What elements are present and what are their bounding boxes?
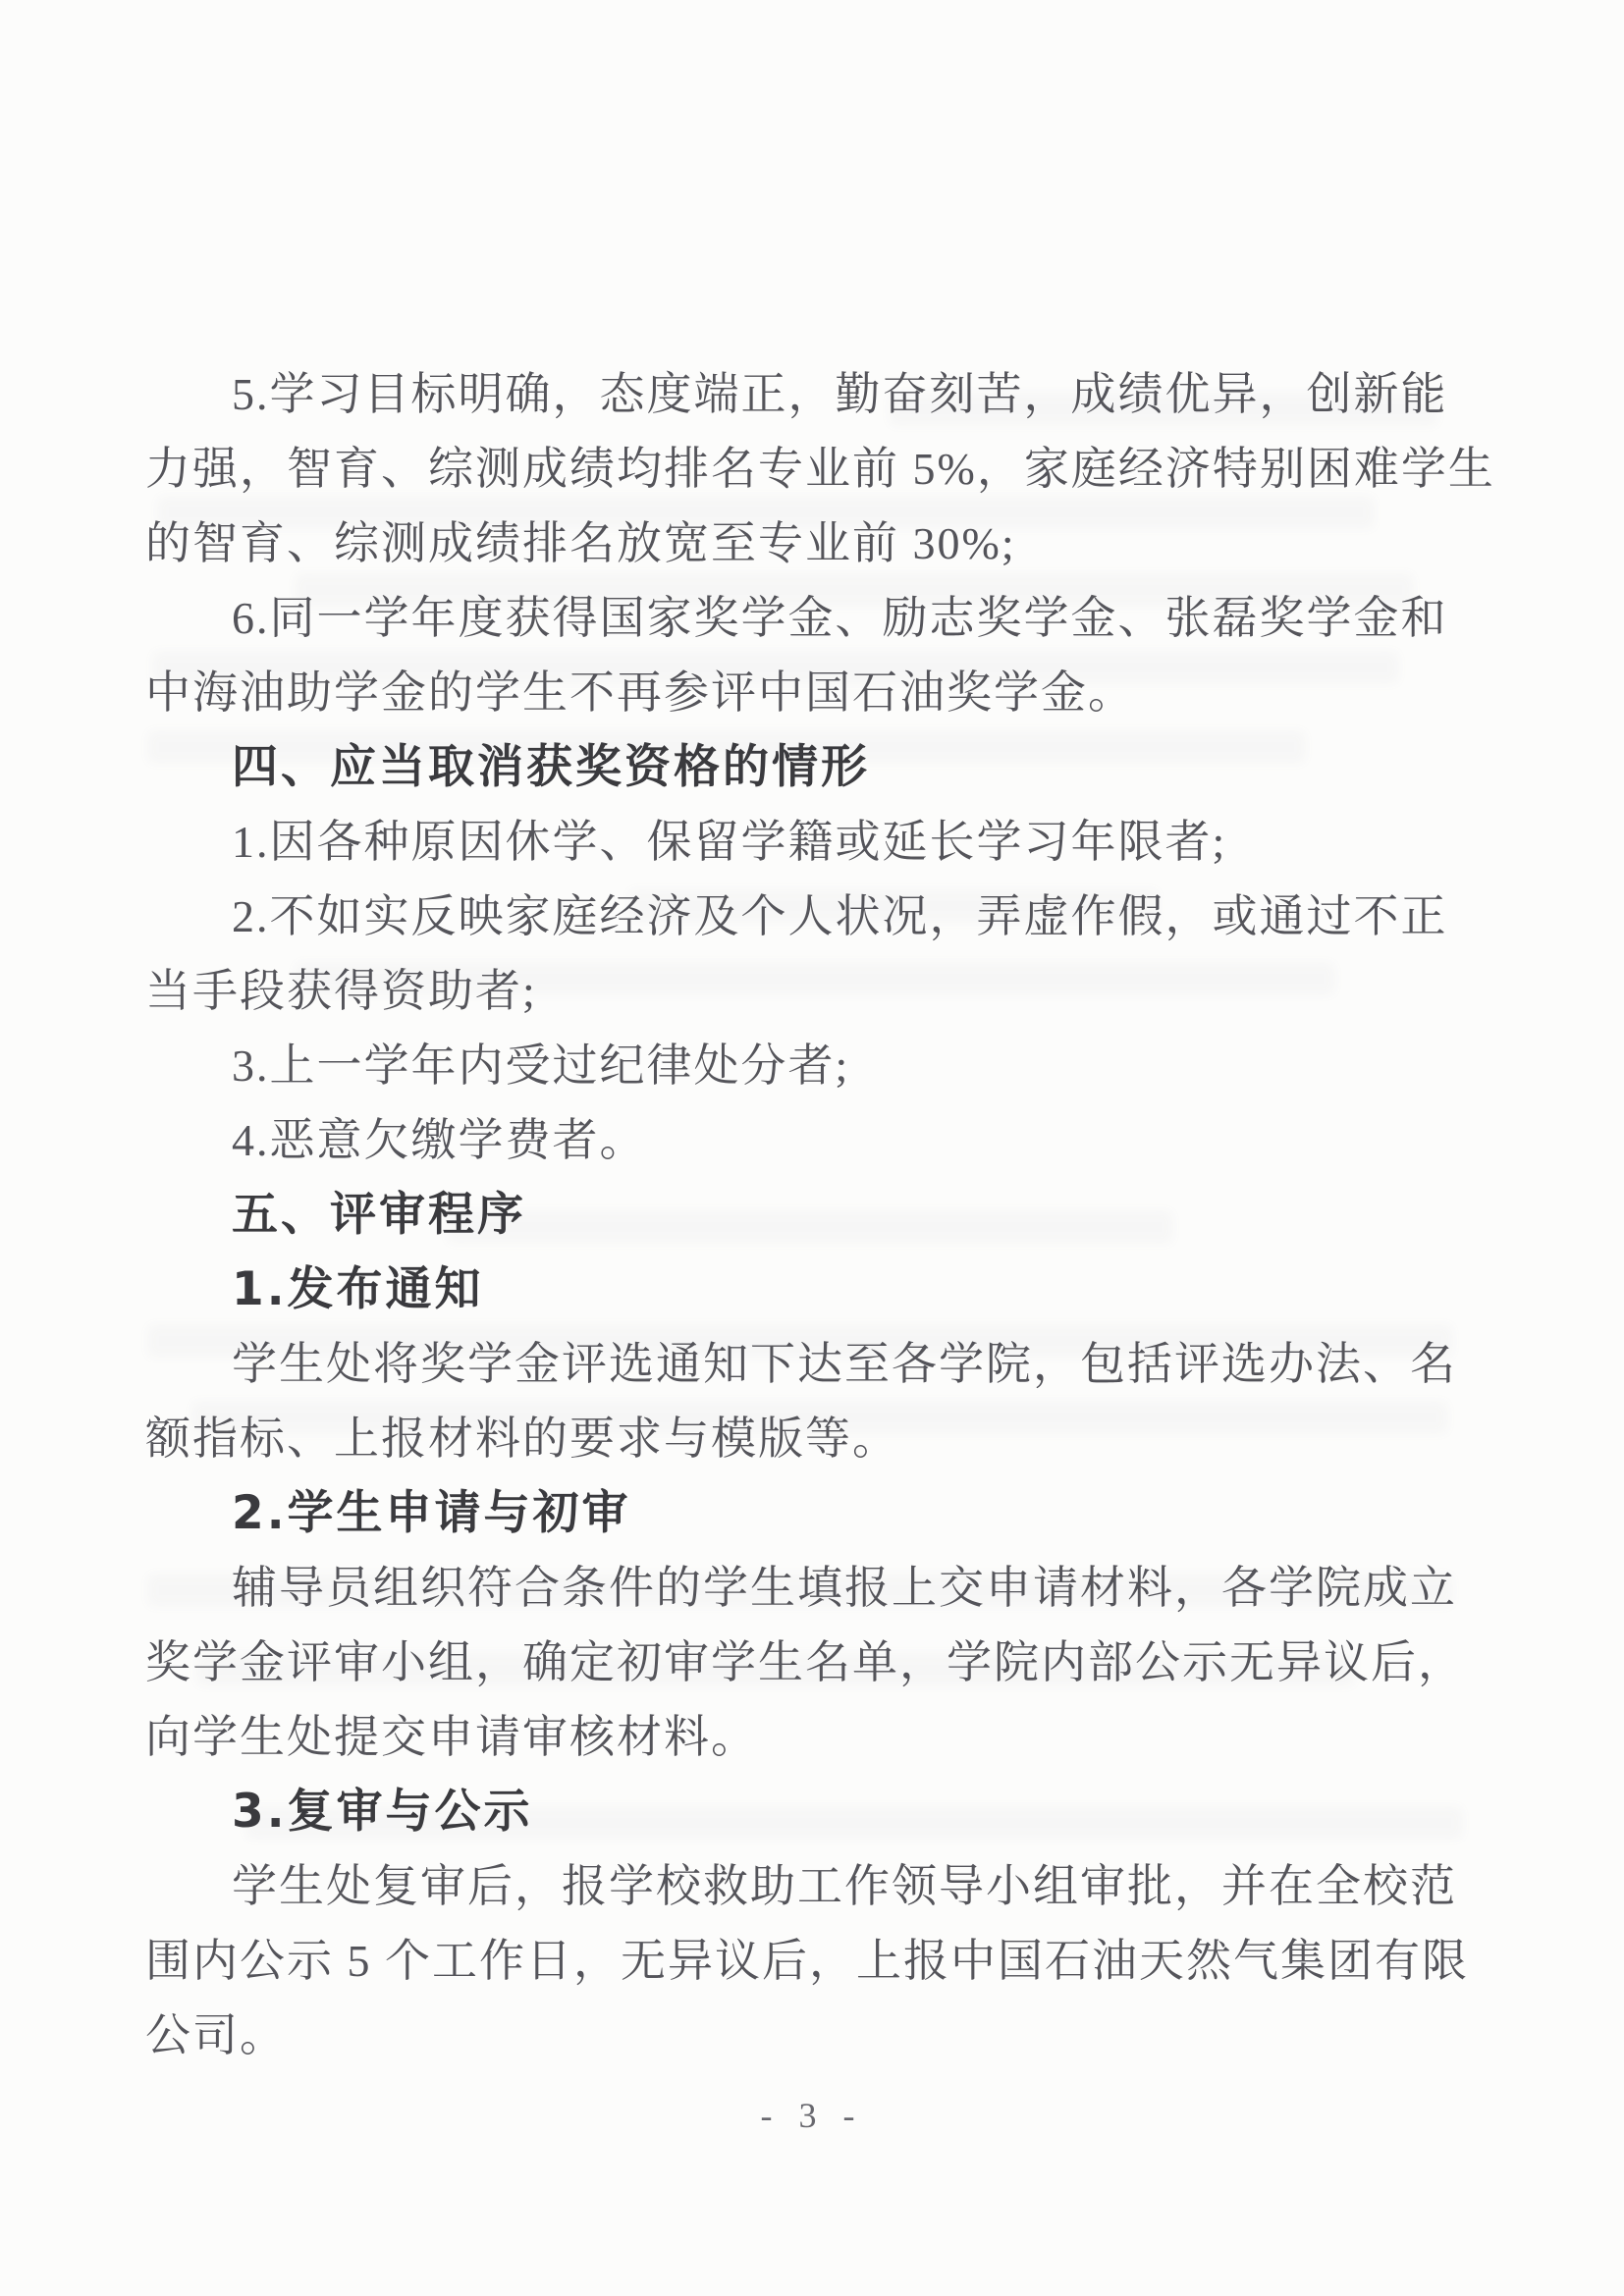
- page-number: - 3 -: [760, 2096, 864, 2135]
- text-line: 5.学习目标明确，态度端正，勤奋刻苦，成绩优异，创新能: [232, 369, 1448, 419]
- text-line: 辅导员组织符合条件的学生填报上交申请材料，各学院成立: [232, 1563, 1457, 1613]
- text-line: 1.因各种原因休学、保留学籍或延长学习年限者;: [232, 817, 1227, 867]
- section-heading: 四、应当取消获奖资格的情形: [232, 740, 870, 794]
- text-line: 中海油助学金的学生不再参评中国石油奖学金。: [145, 667, 1135, 718]
- text-line: 公司。: [145, 2010, 287, 2060]
- text-line: 4.恶意欠缴学费者。: [232, 1115, 647, 1165]
- text-line: 奖学金评审小组，确定初审学生名单，学院内部公示无异议后，: [145, 1637, 1465, 1687]
- text-line: 的智育、综测成绩排名放宽至专业前 30%;: [145, 518, 1016, 568]
- text-line: 额指标、上报材料的要求与模版等。: [145, 1414, 899, 1464]
- text-line: 围内公示 5 个工作日，无异议后，上报中国石油天然气集团有限: [145, 1936, 1469, 1986]
- text-line: 力强，智育、综测成绩均排名专业前 5%，家庭经济特别困难学生: [145, 444, 1495, 494]
- sub-heading: 1.发布通知: [232, 1262, 484, 1316]
- text-line: 学生处将奖学金评选通知下达至各学院，包括评选办法、名: [232, 1339, 1457, 1389]
- text-line: 当手段获得资助者;: [145, 966, 537, 1016]
- text-line: 向学生处提交申请审核材料。: [145, 1712, 758, 1762]
- text-line: 2.不如实反映家庭经济及个人状况，弄虚作假，或通过不正: [232, 891, 1448, 941]
- document-body: [145, 357, 1512, 2073]
- text-line: 学生处复审后，报学校救助工作领导小组审批，并在全校范: [232, 1861, 1457, 1911]
- sub-heading: 2.学生申请与初审: [232, 1486, 631, 1540]
- text-line: 3.上一学年内受过纪律处分者;: [232, 1041, 850, 1091]
- text-line: 6.同一学年度获得国家奖学金、励志奖学金、张磊奖学金和: [232, 593, 1448, 643]
- section-heading: 五、评审程序: [232, 1188, 526, 1242]
- sub-heading: 3.复审与公示: [232, 1785, 533, 1839]
